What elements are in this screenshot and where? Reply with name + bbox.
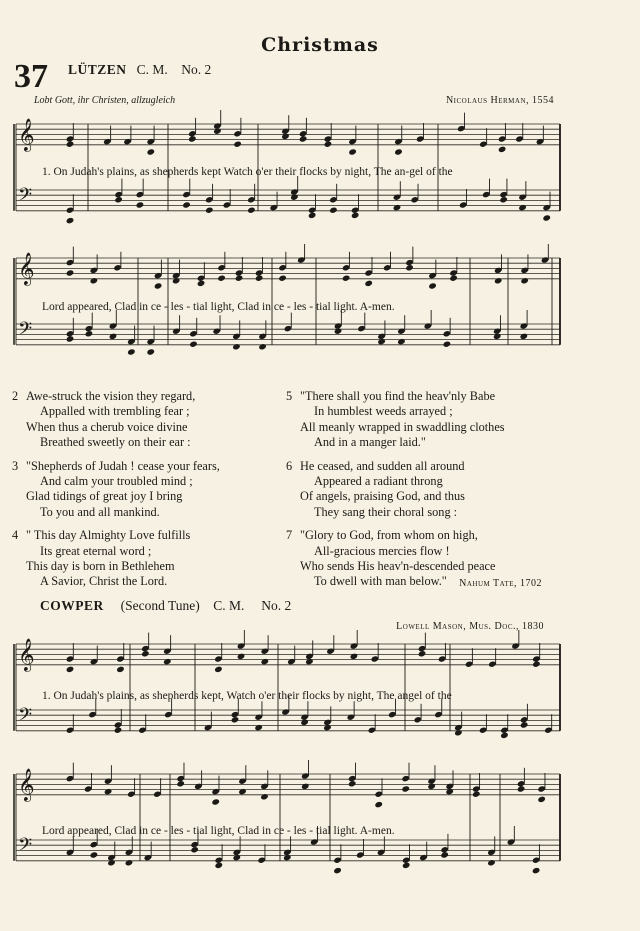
verse-line [286,459,505,474]
verse-line [12,528,220,543]
verse-line [12,459,220,474]
verse-number: 2 [12,389,19,403]
hymn1-system-2 [0,244,640,384]
verse-text: "Shepherds of Judah ! cease your fears, [26,458,220,473]
verse-number: 5 [286,389,293,403]
verse-6 [286,459,505,521]
treble-clef-icon: 𝄞 [18,638,35,671]
bass-staff [16,310,560,356]
bass-clef-icon: 𝄢 [18,705,33,730]
verse-line: Glad tidings of great joy I bring [26,489,183,504]
hymn1-verses-left [12,389,220,598]
verse-number: 3 [12,458,19,473]
hymn-number: 37 [14,58,48,95]
verse-text: Awe-struck the vision they regard, [26,389,196,403]
verse-line: A Savior, Christ the Lord. [40,574,168,589]
hymn2-composer: Lowell Mason, Mus. Doc., 1830 [396,621,544,632]
verse-line: To dwell with man below." [314,574,447,589]
verse-line: Breathed sweetly on their ear : [40,435,191,450]
hymn1-header [68,62,211,78]
verse-line: Who sends His heav'n-descended peace [300,559,496,574]
treble-staff [16,760,560,808]
verse-5 [286,389,505,451]
hymn1-verses-right [286,389,505,598]
verse-line [286,528,505,543]
verse-4 [12,528,220,590]
hymn1-text-source: Lobt Gott, ihr Christen, allzugleich [34,95,176,106]
verse-line: And calm your troubled mind ; [40,474,193,489]
section-title: Christmas [261,34,379,56]
treble-staff [16,630,560,673]
hymn2-subtitle: (Second Tune) [120,598,200,613]
bass-clef-icon: 𝄢 [18,185,33,210]
verse-text: He ceased, and sudden all around [300,458,465,473]
verse-line: Appalled with trembling fear ; [40,404,190,419]
verse-line: They sang their choral song : [314,504,458,519]
hymn2-header [40,598,291,614]
bass-clef-icon: 𝄢 [18,319,33,344]
verse-2 [12,389,220,451]
verse-line [12,389,220,404]
hymn1-composer: Nicolaus Herman, 1554 [445,95,554,106]
verse-line: Its great eternal word ; [40,543,152,558]
verse-line: All-gracious mercies flow ! [314,543,450,558]
bass-staff [16,176,560,224]
treble-staff [16,244,560,290]
hymn2-lyrics-line2: Lord appeared, Clad in ce - les - tial light, Clad in ce - les - tial light. A-men. [42,825,395,837]
hymn1-system-1 [0,110,640,250]
verse-number: 4 [12,528,19,543]
hymn1-lyrics-line2: Lord appeared, Clad in ce - les - tial light, Clad in ce - les - tial light. A-men. [42,301,395,313]
verse-line: Appeared a radiant throng [314,474,443,489]
verse-line: And in a manger laid." [314,435,426,450]
verse-text: "Glory to God, from whom on high, [300,528,478,543]
bass-clef-icon: 𝄢 [18,835,33,860]
verse-text: " This day Almighty Love fulfills [26,528,191,543]
treble-clef-icon: 𝄞 [18,118,35,151]
hymn2-tune-no: No. 2 [261,598,292,613]
verse-line [286,389,505,404]
verse-line: In humblest weeds arrayed ; [314,404,453,419]
bass-staff [16,696,560,739]
verse-number: 7 [286,528,293,543]
verse-number: 6 [286,458,293,473]
hymn1-lyrics-line1: 1. On Judah's plains, as shepherds kept Watch o'er their flocks by night, The an-gel of the [42,166,453,178]
hymn2-lyrics-line1: 1. On Judah's plains, as shepherds kept, Watch o'er their flocks by night, The angel of the [42,690,452,702]
verse-line: To you and all mankind. [40,504,160,519]
hymn2-meter: C. M. [213,598,245,613]
hymn1-tune-no: No. 2 [181,62,212,77]
verse-line: This day is born in Bethlehem [26,559,175,574]
hymn1-tune-name: LÜTZEN [68,62,127,77]
treble-clef-icon: 𝄞 [18,252,35,285]
treble-staff [16,110,560,156]
hymn2-tune-name: COWPER [40,598,104,613]
hymn1-text-author: Nahum Tate, 1702 [459,578,542,589]
verse-line: Of angels, praising God, and thus [300,489,465,504]
verse-3 [12,459,220,521]
verse-line: All meanly wrapped in swaddling clothes [300,419,505,434]
verse-text: "There shall you find the heav'nly Babe [300,389,496,403]
verse-line: When thus a cherub voice divine [26,419,188,434]
hymn1-meter: C. M. [136,62,168,77]
treble-clef-icon: 𝄞 [18,768,35,801]
